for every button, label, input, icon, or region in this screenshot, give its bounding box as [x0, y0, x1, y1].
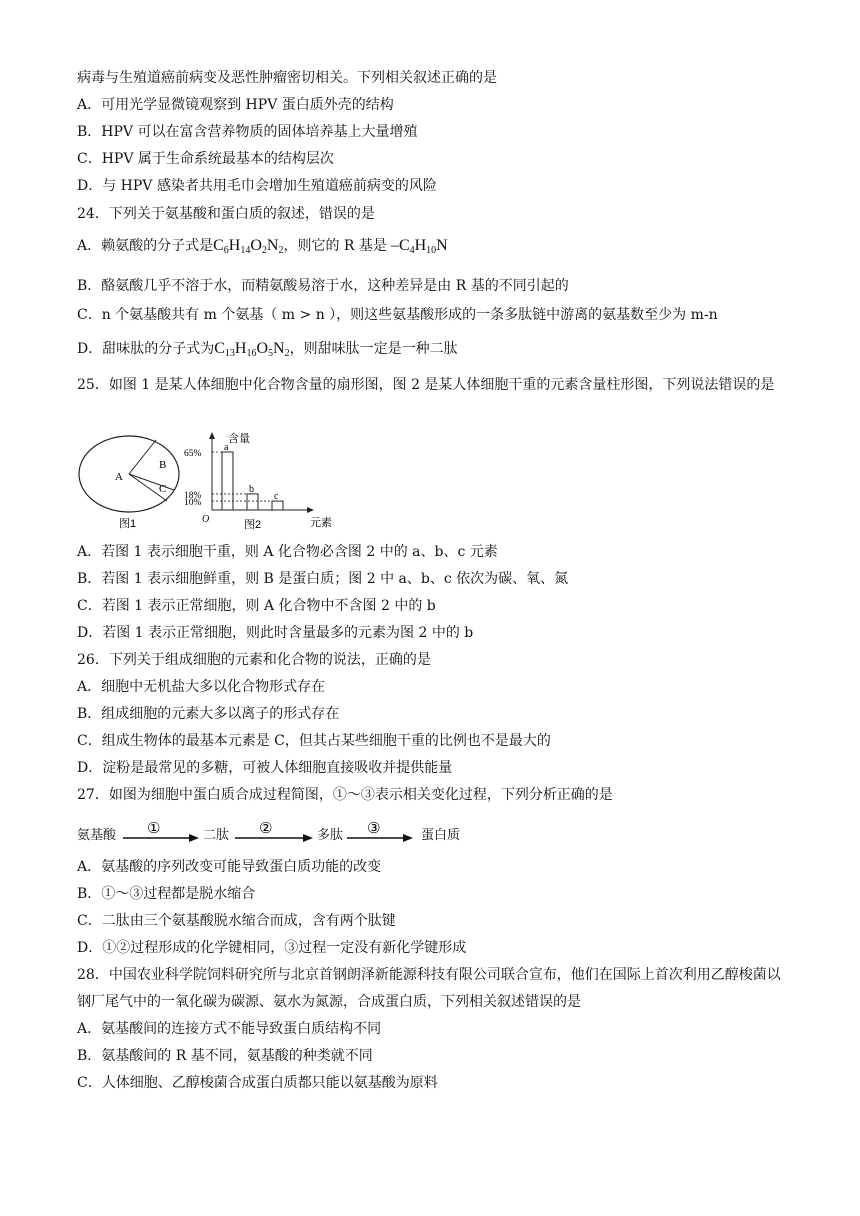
bar-c	[272, 501, 283, 510]
q25-stem: 25．如图 1 是某人体细胞中化合物含量的扇形图，图 2 是某人体细胞干重的元素含量柱形图，下列说法错误的是	[77, 377, 775, 393]
bar-a	[222, 452, 233, 510]
q28-stem: 28．中国农业科学院饲料研究所与北京首钢朗泽新能源科技有限公司联合宣布，他们在国际上首次利用乙醇梭菌以钢厂尾气中的一氧化碳为碳源、氨水为氮源，合成蛋白质，下列相关叙述错误的是	[77, 967, 781, 1010]
q24-option-b: B．酪氨酸几乎不溶于水，而精氨酸易溶于水，这种差异是由 R 基的不同引起的	[77, 278, 569, 294]
flow-polypeptide: 多肽	[317, 828, 344, 843]
flow-arrow-2	[233, 818, 315, 844]
bar-label-a: a	[224, 442, 229, 453]
q24-option-a-mid: ，则它的 R 基是	[283, 238, 387, 254]
figure-1-pie	[75, 432, 185, 532]
flow-dipeptide: 二肽	[203, 828, 230, 843]
q23-stem-tail: 病毒与生殖道癌前病变及恶性肿瘤密切相关。下列相关叙述正确的是	[77, 70, 497, 86]
tick-label-2: 10%	[184, 498, 202, 509]
q27-stem: 27．如图为细胞中蛋白质合成过程简图，①～③表示相关变化过程，下列分析正确的是	[77, 787, 613, 803]
bar-label-b: b	[249, 483, 254, 495]
q23-option-d: D．与 HPV 感染者共用毛巾会增加生殖道癌前病变的风险	[77, 178, 437, 194]
q23-option-a: A．可用光学显微镜观察到 HPV 蛋白质外壳的结构	[77, 97, 394, 113]
q23-option-b: B．HPV 可以在富含营养物质的固体培养基上大量增殖	[77, 124, 418, 140]
flow-step-3: ③	[367, 819, 381, 837]
q25-option-d: D．若图 1 表示正常细胞，则此时含量最多的元素为图 2 中的 b	[77, 625, 474, 641]
lysine-formula: $C_6H_{14}O_2N_2$	[213, 237, 284, 256]
q26-option-c: C．组成生物体的最基本元素是 C，但其占某些细胞干重的比例也不是最大的	[77, 733, 551, 749]
flow-step-1: ①	[147, 819, 161, 837]
x-axis-label: 元素	[310, 517, 332, 529]
q26-stem: 26．下列关于组成细胞的元素和化合物的说法，正确的是	[77, 652, 431, 668]
q23-option-c: C．HPV 属于生命系统最基本的结构层次	[77, 151, 334, 167]
flow-amino-acid: 氨基酸	[77, 828, 117, 843]
q27-option-d: D．①②过程形成的化学键相同，③过程一定没有新化学键形成	[77, 940, 467, 956]
pie-divider-2	[129, 474, 174, 490]
flow-protein: 蛋白质	[421, 828, 461, 843]
figure-2-bar-chart	[182, 430, 342, 532]
tick-label-0: 65%	[184, 449, 202, 459]
q27-option-a: A．氨基酸的序列改变可能导致蛋白质功能的改变	[77, 859, 382, 875]
q28-option-c: C．人体细胞、乙醇梭菌合成蛋白质都只能以氨基酸为原料	[77, 1075, 438, 1091]
q26-option-d: D．淀粉是最常见的多糖，可被人体细胞直接吸收并提供能量	[77, 760, 453, 776]
pie-label-a: A	[115, 471, 123, 483]
flow-arrow-3	[345, 818, 415, 844]
q26-option-b: B．组成细胞的元素大多以离子的形式存在	[77, 706, 340, 722]
y-axis-label: 含量	[228, 433, 250, 445]
bar-label-c: c	[274, 491, 279, 503]
q28-option-a: A．氨基酸间的连接方式不能导致蛋白质结构不同	[77, 1021, 382, 1037]
sweet-peptide-formula: $C_{13}H_{16}O_5N_2$	[214, 340, 290, 359]
r-group-formula: $-C_4H_{10}N$	[386, 237, 448, 256]
flow-step-2: ②	[259, 819, 273, 837]
q28-option-b: B．氨基酸间的 R 基不同，氨基酸的种类就不同	[77, 1048, 373, 1064]
q27-option-b: B．①～③过程都是脱水缩合	[77, 886, 256, 902]
q26-option-a: A．细胞中无机盐大多以化合物形式存在	[77, 679, 326, 695]
q24-stem: 24．下列关于氨基酸和蛋白质的叙述，错误的是	[77, 206, 375, 222]
q25-option-c: C．若图 1 表示正常细胞，则 A 化合物中不含图 2 中的 b	[77, 598, 436, 614]
origin-label: O	[202, 514, 210, 525]
q24-option-a	[77, 236, 448, 261]
q25-option-b: B．若图 1 表示细胞鲜重，则 B 是蛋白质；图 2 中 a、b、c 依次为碳、氧、氮	[77, 571, 569, 587]
bar-b	[247, 494, 258, 510]
protein-synthesis-flow	[77, 818, 467, 846]
q24-option-d-text: D．甜味肽的分子式为	[77, 341, 215, 357]
figure-2-caption: 图2	[244, 519, 262, 531]
y-axis-arrow	[209, 432, 215, 439]
figure-1-caption: 图1	[119, 518, 137, 530]
pie-label-b: B	[159, 459, 167, 471]
q24-option-c: C．n 个氨基酸共有 m 个氨基（ m > n ），则这些氨基酸形成的一条多肽链中游离的氨基数至少为 m-n	[77, 307, 718, 323]
bars-group	[184, 442, 283, 510]
q24-option-d	[77, 339, 458, 364]
q27-option-c: C．二肽由三个氨基酸脱水缩合而成，含有两个肽键	[77, 913, 396, 929]
flow-arrow-1	[121, 818, 201, 844]
pie-label-c: C	[159, 483, 167, 495]
q24-option-d-post: ，则甜味肽一定是一种二肽	[289, 341, 458, 357]
q24-option-a-text: A．赖氨酸的分子式是	[77, 238, 214, 254]
x-axis-arrow	[307, 507, 314, 513]
q25-option-a: A．若图 1 表示细胞干重，则 A 化合物必含图 2 中的 a、b、c 元素	[77, 544, 498, 560]
pie-divider-1	[129, 440, 156, 474]
tick-label-1: 18%	[184, 490, 202, 501]
